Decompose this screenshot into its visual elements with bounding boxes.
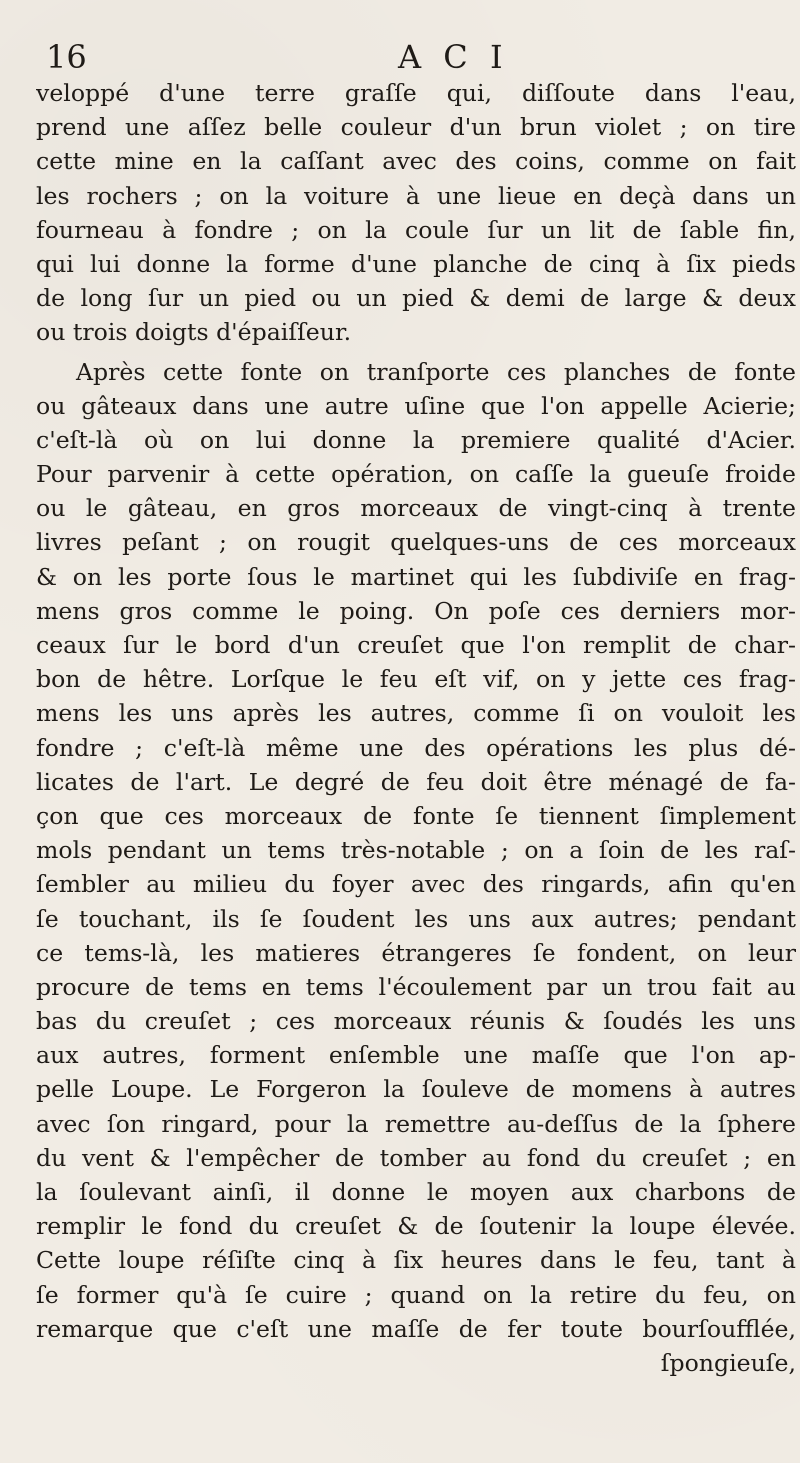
text-line: ce tems-là, les matieres étrangeres ſe fondent, on leur — [36, 938, 796, 967]
text-line: qui lui donne la forme d'une planche de cinq à ſix pieds — [36, 249, 796, 278]
text-line: licates de l'art. Le degré de feu doit être ménagé de fa- — [36, 767, 796, 796]
text-line: veloppé d'une terre graſſe qui, diſſoute dans l'eau, — [36, 79, 796, 107]
text-line: ou trois doigts d'épaiſſeur. — [36, 318, 352, 347]
text-line: pelle Loupe. Le Forgeron la ſouleve de momens à autres — [36, 1075, 796, 1104]
text-line: livres peſant ; on rougit quelques-uns de ces morceaux — [36, 528, 796, 557]
text-line: Cette loupe réſiſte cinq à ſix heures dans le feu, tant à — [36, 1246, 796, 1275]
text-line: & on les porte ſous le martinet qui les ſubdiviſe en frag- — [36, 562, 796, 591]
text-line: ou le gâteau, en gros morceaux de vingt-cinq à trente — [36, 494, 796, 523]
text-line: procure de tems en tems l'écoulement par un trou fait au — [36, 972, 796, 1001]
page-number: 16 — [46, 38, 87, 76]
text-line: les rochers ; on la voiture à une lieue en deçà dans un — [36, 181, 796, 210]
text-line: mols pendant un tems très-notable ; on a ſoin de les raſ- — [36, 836, 796, 865]
text-line: fondre ; c'eſt-là même une des opérations les plus dé- — [36, 733, 796, 762]
text-line: fourneau à fondre ; on la coule ſur un lit de ſable fin, — [36, 215, 796, 244]
text-line: remarque que c'eſt une maſſe de fer toute bourſoufflée, — [36, 1314, 796, 1343]
text-line: c'eſt-là où on lui donne la premiere qualité d'Acier. — [36, 425, 796, 454]
text-line: ceaux ſur le bord d'un creuſet que l'on remplit de char- — [36, 631, 796, 659]
text-line: du vent & l'empêcher de tomber au fond du creuſet ; en — [36, 1143, 796, 1172]
text-line: Pour parvenir à cette opération, on caſſe la gueuſe froide — [36, 460, 796, 489]
text-line: ſe touchant, ils ſe ſoudent les uns aux autres; pendant — [36, 904, 796, 933]
text-line: ſembler au milieu du foyer avec des ringards, afin qu'en — [36, 870, 796, 899]
text-line: mens gros comme le poing. On poſe ces derniers mor- — [36, 596, 796, 625]
text-line: de long ſur un pied ou un pied & demi de large & deux — [36, 284, 796, 313]
text-line: aux autres, forment enſemble une maſſe que l'on ap- — [36, 1041, 796, 1070]
page-header — [36, 14, 796, 76]
text-line: prend une aſſez belle couleur d'un brun violet ; on tire — [36, 113, 796, 142]
text-line: cette mine en la caſſant avec des coins, comme on fait — [36, 147, 796, 176]
text-line: mens les uns après les autres, comme ſi on vouloit les — [36, 699, 796, 728]
catchword: ſpongieuſe, — [660, 1348, 796, 1377]
text-line: remplir le fond du creuſet & de ſoutenir la loupe élevée. — [36, 1212, 796, 1241]
text-line: çon que ces morceaux de fonte ſe tiennent ſimplement — [36, 801, 796, 830]
text-line: Après cette fonte on tranſporte ces planches de fonte — [76, 357, 796, 386]
body-text — [36, 76, 796, 1380]
text-line: avec ſon ringard, pour la remettre au-deſſus de la ſphere — [36, 1109, 796, 1138]
text-line: la ſoulevant ainſi, il donne le moyen aux charbons de — [36, 1178, 796, 1206]
text-line: bon de hêtre. Lorſque le feu eſt vif, on y jette ces frag- — [36, 665, 796, 694]
running-head: A C I — [398, 38, 509, 76]
text-line: ou gâteaux dans une autre uſine que l'on appelle Acierie; — [36, 391, 796, 420]
text-line: ſe former qu'à ſe cuire ; quand on la retire du feu, on — [36, 1280, 796, 1309]
text-line: bas du creuſet ; ces morceaux réunis & ſoudés les uns — [36, 1007, 796, 1036]
